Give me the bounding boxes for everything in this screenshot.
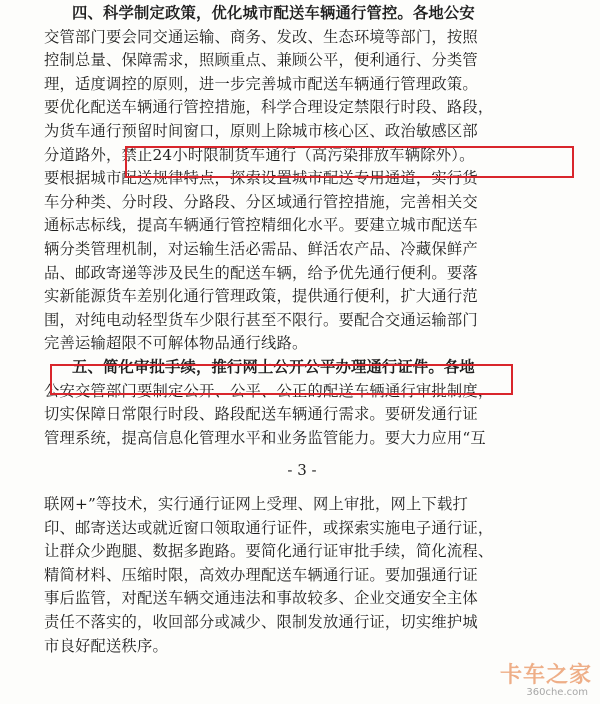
text-line: 管理系统，提高信息化管理水平和业务监管能力。要大力应用“互: [44, 428, 486, 447]
text-line: 让群众少跑腿、数据多跑路。要简化通行证审批手续，简化流程、: [44, 542, 494, 561]
highlight-box-section5-heading: [50, 364, 513, 395]
text-line: 控制总量、保障需求，照顾重点、兼顾公平，便利通行、分类管: [44, 51, 478, 70]
text-line: 车分种类、分时段、分路段、分区域通行管控措施，完善相关交: [44, 192, 478, 211]
text-line: 实新能源货车差别化通行管理政策，提供通行便利，扩大通行范: [44, 287, 478, 306]
text-line: 围，对纯电动轻型货车少限行甚至不限行。要配合交通运输部门: [44, 310, 478, 329]
text-line: 理，适度调控的原则，进一步完善城市配送车辆通行管理政策。: [44, 74, 478, 93]
text-line: 要优化配送车辆通行管控措施，科学合理设定禁限行时段、路段，: [44, 98, 494, 117]
text-line: 联网+”等技术，实行通行证网上受理、网上审批，网上下载打: [44, 495, 468, 513]
text-line: 印、邮寄送达或就近窗口领取通行证件，或探索实施电子通行证，: [44, 518, 494, 537]
section5-heading-line: 五、简化审批手续，推行网上公开公平办理通行证件。各地: [72, 357, 475, 376]
watermark-site: 360che.com: [526, 687, 588, 698]
page-number: - 3 -: [287, 461, 317, 479]
text-line: 为货车通行预留时间窗口，原则上除城市核心区、政治敏感区部: [44, 121, 478, 140]
watermark-logo-text: 卡车之家: [500, 663, 593, 688]
text-line: 完善运输超限不可解体物品通行线路。: [44, 334, 308, 353]
highlight-box-24h-ban: [125, 146, 574, 178]
text-line: 事后监管，对配送车辆交通违法和事故较多、企业交通安全主体: [44, 589, 478, 608]
text-line: 通标志标线，提高车辆通行管控精细化水平。要建立城市配送车: [44, 216, 478, 235]
highlighted-text-line: 分道路外，禁止24小时限制货车通行（高污染排放车辆除外）。: [44, 145, 475, 164]
text-line: 市良好配送秩序。: [44, 636, 168, 655]
text-line: 责任不落实的，收回部分或减少、限制发放通行证，切实维护城: [44, 612, 478, 631]
section4-heading-line: 四、科学制定政策，优化城市配送车辆通行管控。各地公安: [72, 4, 475, 22]
text-line: 辆分类管理机制，对运输生活必需品、鲜活农产品、冷藏保鲜产: [44, 239, 478, 258]
watermark-logo: [500, 658, 592, 698]
text-line: 交管部门要会同交通运输、商务、发改、生态环境等部门，按照: [44, 27, 478, 46]
text-line: 品、邮政寄递等涉及民生的配送车辆，给予优先通行便利。要落: [44, 263, 478, 282]
text-line: 要根据城市配送规律特点，探索设置城市配送专用通道，实行货: [44, 169, 478, 188]
text-line: 切实保障日常限行时段、路段配送车辆通行需求。要研发通行证: [44, 405, 478, 424]
text-block-lower: [44, 493, 564, 658]
text-line: 精简材料、压缩时限，高效办理配送车辆通行证。要加强通行证: [44, 565, 478, 584]
text-line: 公安交管部门要制定公开、公平、公正的配送车辆通行审批制度，: [44, 381, 494, 400]
